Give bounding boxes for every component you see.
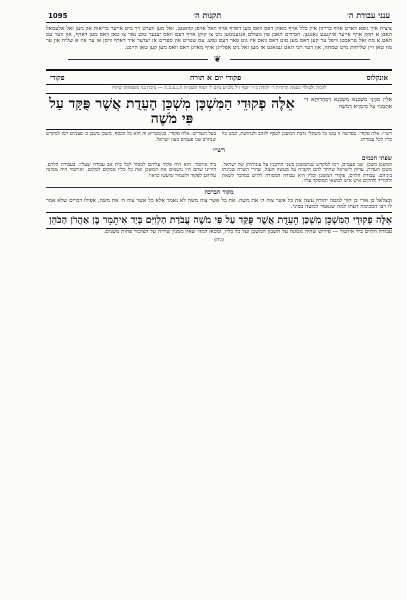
ornament-divider	[46, 55, 392, 65]
mid-heading: מקור הברכה	[46, 187, 392, 196]
verse-block	[46, 97, 392, 127]
onkelos-translation: אִלֵּין מִנְיָנֵי מַשְׁכְּנָא מַשְׁכְּנָא דְסַהֲדוּתָא דִּי אִתְמְנִיוּ עַל מֵימְרָא דְמֹשֶׁה	[304, 97, 392, 110]
subcolumn-left: בעל הטורים: אלה פקודי. בגימטריא זה הוא כל הכסף, משכן משכן ב׳ פעמים רמז למקדש שנחרב שני פעמים בעון ישראל.	[46, 131, 216, 143]
running-header	[46, 10, 392, 23]
ornament-rule-right	[230, 59, 370, 60]
footer-mark: (ג׳ה)	[214, 237, 224, 244]
chachamim-label: שפתי חכמים	[361, 154, 392, 162]
second-verse: אֵלֶּה פְקוּדֵי הַמִּשְׁכָּן מִשְׁכַּן הָעֵדֻת אֲשֶׁר פֻּקַּד עַל פִּי מֹשֶׁה עֲבֹדַת הַלְוִיִּם בְּיַד אִיתָמָר בֶּן אַהֲרֹן הַכֹּהֵן	[46, 212, 392, 226]
commentary-column-left: ביד איתמר, הוא היה פקיד עליהם למסור לכל בית אב עבודה שעליו. בעבודת הלוים. דהיינו שהם היו נושאים את המשכן ואת כל כליו ממקום למקום, ואיתמר היה ממונה עליהם לפקוד ולשמור שיעשו כראוי.	[46, 161, 216, 179]
commentary-subcolumns	[46, 129, 392, 143]
commentary-columns	[46, 163, 392, 185]
section-header-center: פקודי יום א תורה	[189, 72, 242, 82]
mid-paragraph: ובצלאל בן אורי בן חור למטה יהודה עשה את כל אשר צוה ה׳ את משה. את כל אשר צוה משה לא נאמר אלא כל אשר צוה ה׳ את משה, אפילו דברים שלא אמר לו רבו הסכימה דעתו למה שנאמר למשה בסיני.	[46, 197, 392, 211]
section-header	[46, 69, 392, 85]
main-verse: אֵלֶּה פְקוּדֵי הַמִּשְׁכָּן מִשְׁכַּן הָעֵדֻת אֲשֶׁר פֻּקַּד עַל פִּי מֹשֶׁה	[49, 96, 295, 128]
rashi-label: רש״י	[213, 145, 225, 154]
section-header-left: פקודי	[50, 72, 65, 82]
dedication-line: לזכות ולעילוי נשמת הרה״ח ר׳ יהודה ב״ר יוסף ז״ל נלב״ע ביום ל׳ תמוז תשכ״ח ת.נ.צ.ב.ה — נדבת בני משפחתו שיחיו	[46, 85, 392, 95]
intro-paragraph: ציצית איך גופא ווארט אויף ברייזון איין כלל אויף מאהן דאס וואס מען דארף אויף וואל אויפן קוואנטן. זאל מען ווערט זיך מיט אייער בריאות און מען זאל אלעמאל האבן א תקון אויף אייער אייגענע גאנגען. חסידים האבן פון מעולם אנגענומען ניט צו קוקן אויף דעם וואס יענער טוט נאר צו טאן וואס מען דארף, און ווער עס האט א מח זאל טראכטן וויפל ער קען דאס מען טוט דאס וואס איז גוט פאר דעם נפש. עס שטייט אין ספרים אז יעדער איד דארף וויסן אז ער איז א שליח און ער מוז טאן זיין שליחות מיט שמחה, און דער רבי האט געזאגט אז מען זאל ניט אפלייגן אויף מארגן דאס וואס מען קען טאן היינט.	[46, 26, 392, 51]
header-title: ענני עבודת ה׳	[346, 10, 390, 20]
section-header-right: אונקלוס	[366, 72, 388, 82]
page-number: 1095	[48, 12, 68, 20]
ornament-icon: ❦	[213, 54, 225, 65]
bottom-paragraph: עבודת הלוים ביד איתמר — פירוש שהיה ממונה על חשבון המשכן ועל כל כליו, ומכאן למדו שאין ממנין שררה על הציבור פחות משנים.	[103, 229, 392, 236]
ornament-rule-left	[68, 59, 208, 60]
commentary-column-right: המשכן משכן. שני פעמים, רמז למקדש שנתמשכן בשני חורבנין על עונותיהן של ישראל. משכן העדות, עדות לישראל שויתר להם הקב״ה על מעשה העגל, שהרי השרה שכינתו ביניהם. עבודת הלוים, פקודי המשכן וכליו היא עבודה המסורה ללוים במדבר לשאת ולהוריד ולהקים איש איש למשאו המופקד עליו.	[222, 161, 392, 185]
header-section: תקנות ה׳	[193, 10, 222, 20]
page-content	[46, 10, 392, 243]
subcolumn-right: רש״י: אלה פקודי. בפרשה זו נמנו כל משקלי נדבת המשכן לכסף ולזהב ולנחושת, ונמנו כל כליו לכל עבודתו.	[222, 131, 392, 143]
